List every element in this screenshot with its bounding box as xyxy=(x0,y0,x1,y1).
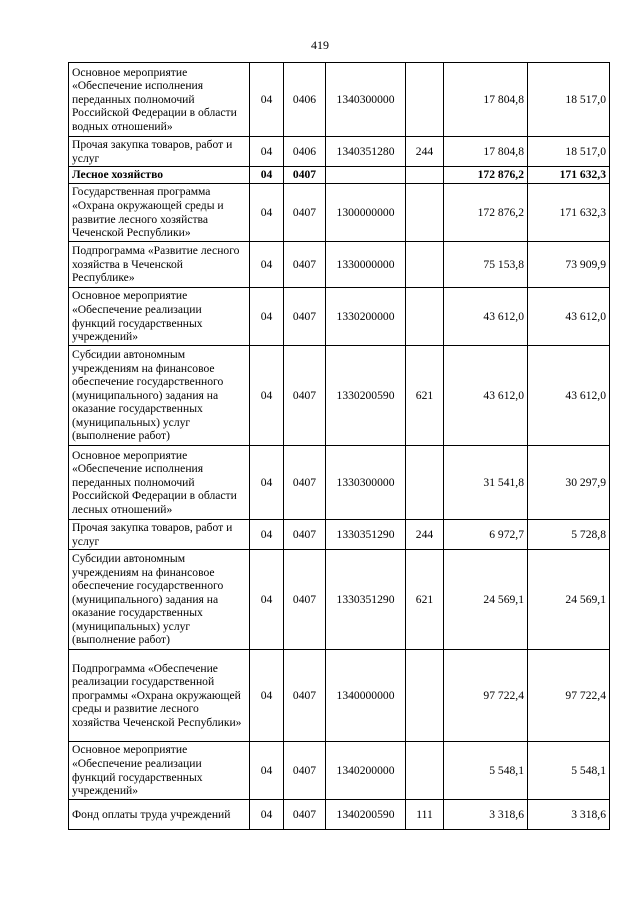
row-target-item-cell: 1340200590 xyxy=(326,800,406,830)
row-amount-1-cell: 43 612,0 xyxy=(444,346,528,446)
table-row xyxy=(69,288,610,346)
row-section-cell: 04 xyxy=(250,288,284,346)
row-expense-type-cell: 621 xyxy=(406,550,444,650)
row-amount-2-cell: 5 728,8 xyxy=(528,520,610,550)
table-row xyxy=(69,742,610,800)
row-expense-type-cell xyxy=(406,742,444,800)
table-row xyxy=(69,242,610,288)
row-target-item-cell: 1300000000 xyxy=(326,184,406,242)
row-amount-1-cell: 97 722,4 xyxy=(444,650,528,742)
row-amount-2-cell: 3 318,6 xyxy=(528,800,610,830)
row-section-cell: 04 xyxy=(250,346,284,446)
page-number: 419 xyxy=(311,38,329,52)
row-target-item-cell: 1340000000 xyxy=(326,650,406,742)
row-expense-type-cell xyxy=(406,446,444,520)
row-name-cell: Подпрограмма «Обеспечение реализации государственной программы «Охрана окружающей среды и развитие лесного хозяйства Чеченской Республики» xyxy=(69,650,250,742)
row-name-cell: Лесное хозяйство xyxy=(69,167,250,184)
row-amount-2-cell: 43 612,0 xyxy=(528,288,610,346)
row-expense-type-cell xyxy=(406,184,444,242)
row-target-item-cell: 1330200590 xyxy=(326,346,406,446)
row-target-item-cell: 1330351290 xyxy=(326,550,406,650)
row-section-cell: 04 xyxy=(250,63,284,137)
table-row xyxy=(69,184,610,242)
row-target-item-cell: 1330200000 xyxy=(326,288,406,346)
row-subsection-cell: 0407 xyxy=(284,550,326,650)
row-expense-type-cell: 111 xyxy=(406,800,444,830)
row-name-cell: Основное мероприятие «Обеспечение реализации функций государственных учреждений» xyxy=(69,742,250,800)
row-amount-1-cell: 17 804,8 xyxy=(444,63,528,137)
row-amount-2-cell: 171 632,3 xyxy=(528,167,610,184)
row-section-cell: 04 xyxy=(250,550,284,650)
row-subsection-cell: 0407 xyxy=(284,346,326,446)
row-amount-1-cell: 75 153,8 xyxy=(444,242,528,288)
row-name-cell: Государственная программа «Охрана окружающей среды и развитие лесного хозяйства Чеченской Республики» xyxy=(69,184,250,242)
row-target-item-cell: 1340300000 xyxy=(326,63,406,137)
row-name-cell: Прочая закупка товаров, работ и услуг xyxy=(69,137,250,167)
budget-table-body xyxy=(69,63,610,830)
budget-table xyxy=(68,62,610,830)
table-row xyxy=(69,63,610,137)
row-subsection-cell: 0407 xyxy=(284,184,326,242)
row-expense-type-cell xyxy=(406,650,444,742)
row-name-cell: Основное мероприятие «Обеспечение исполнения переданных полномочий Российской Федерации в области водных отношений» xyxy=(69,63,250,137)
row-amount-1-cell: 172 876,2 xyxy=(444,167,528,184)
row-amount-2-cell: 5 548,1 xyxy=(528,742,610,800)
table-row xyxy=(69,800,610,830)
row-name-cell: Основное мероприятие «Обеспечение исполнения переданных полномочий Российской Федерации в области лесных отношений» xyxy=(69,446,250,520)
table-row xyxy=(69,346,610,446)
table-row xyxy=(69,650,610,742)
row-target-item-cell: 1340200000 xyxy=(326,742,406,800)
row-expense-type-cell: 621 xyxy=(406,346,444,446)
row-amount-2-cell: 24 569,1 xyxy=(528,550,610,650)
row-subsection-cell: 0407 xyxy=(284,167,326,184)
row-name-cell: Подпрограмма «Развитие лесного хозяйства в Чеченской Республике» xyxy=(69,242,250,288)
row-subsection-cell: 0407 xyxy=(284,742,326,800)
row-section-cell: 04 xyxy=(250,520,284,550)
row-subsection-cell: 0407 xyxy=(284,650,326,742)
table-row xyxy=(69,137,610,167)
row-amount-1-cell: 6 972,7 xyxy=(444,520,528,550)
row-section-cell: 04 xyxy=(250,742,284,800)
row-name-cell: Прочая закупка товаров, работ и услуг xyxy=(69,520,250,550)
row-amount-1-cell: 43 612,0 xyxy=(444,288,528,346)
row-amount-1-cell: 172 876,2 xyxy=(444,184,528,242)
row-target-item-cell: 1330300000 xyxy=(326,446,406,520)
row-amount-2-cell: 30 297,9 xyxy=(528,446,610,520)
row-expense-type-cell: 244 xyxy=(406,137,444,167)
row-amount-2-cell: 18 517,0 xyxy=(528,137,610,167)
row-amount-2-cell: 73 909,9 xyxy=(528,242,610,288)
row-subsection-cell: 0407 xyxy=(284,288,326,346)
row-amount-2-cell: 97 722,4 xyxy=(528,650,610,742)
row-subsection-cell: 0407 xyxy=(284,520,326,550)
row-target-item-cell xyxy=(326,167,406,184)
row-amount-2-cell: 18 517,0 xyxy=(528,63,610,137)
row-name-cell: Основное мероприятие «Обеспечение реализации функций государственных учреждений» xyxy=(69,288,250,346)
row-section-cell: 04 xyxy=(250,800,284,830)
row-amount-1-cell: 24 569,1 xyxy=(444,550,528,650)
row-name-cell: Фонд оплаты труда учреждений xyxy=(69,800,250,830)
row-expense-type-cell xyxy=(406,242,444,288)
row-amount-1-cell: 5 548,1 xyxy=(444,742,528,800)
row-section-cell: 04 xyxy=(250,650,284,742)
row-amount-1-cell: 17 804,8 xyxy=(444,137,528,167)
row-subsection-cell: 0407 xyxy=(284,242,326,288)
row-subsection-cell: 0407 xyxy=(284,446,326,520)
table-row-section-total xyxy=(69,167,610,184)
row-section-cell: 04 xyxy=(250,167,284,184)
row-target-item-cell: 1340351280 xyxy=(326,137,406,167)
row-section-cell: 04 xyxy=(250,184,284,242)
row-expense-type-cell xyxy=(406,288,444,346)
row-name-cell: Субсидии автономным учреждениям на финансовое обеспечение государственного (муниципального) задания на оказание государственных (муниципальных) услуг (выполнение работ) xyxy=(69,346,250,446)
row-expense-type-cell xyxy=(406,63,444,137)
row-section-cell: 04 xyxy=(250,242,284,288)
row-amount-1-cell: 3 318,6 xyxy=(444,800,528,830)
row-subsection-cell: 0407 xyxy=(284,800,326,830)
table-row xyxy=(69,446,610,520)
row-subsection-cell: 0406 xyxy=(284,137,326,167)
table-row xyxy=(69,550,610,650)
row-target-item-cell: 1330351290 xyxy=(326,520,406,550)
row-target-item-cell: 1330000000 xyxy=(326,242,406,288)
row-amount-2-cell: 171 632,3 xyxy=(528,184,610,242)
row-section-cell: 04 xyxy=(250,446,284,520)
row-amount-2-cell: 43 612,0 xyxy=(528,346,610,446)
row-subsection-cell: 0406 xyxy=(284,63,326,137)
row-name-cell: Субсидии автономным учреждениям на финансовое обеспечение государственного (муниципального) задания на оказание государственных (муниципальных) услуг (выполнение работ) xyxy=(69,550,250,650)
row-expense-type-cell: 244 xyxy=(406,520,444,550)
row-section-cell: 04 xyxy=(250,137,284,167)
row-expense-type-cell xyxy=(406,167,444,184)
table-row xyxy=(69,520,610,550)
row-amount-1-cell: 31 541,8 xyxy=(444,446,528,520)
